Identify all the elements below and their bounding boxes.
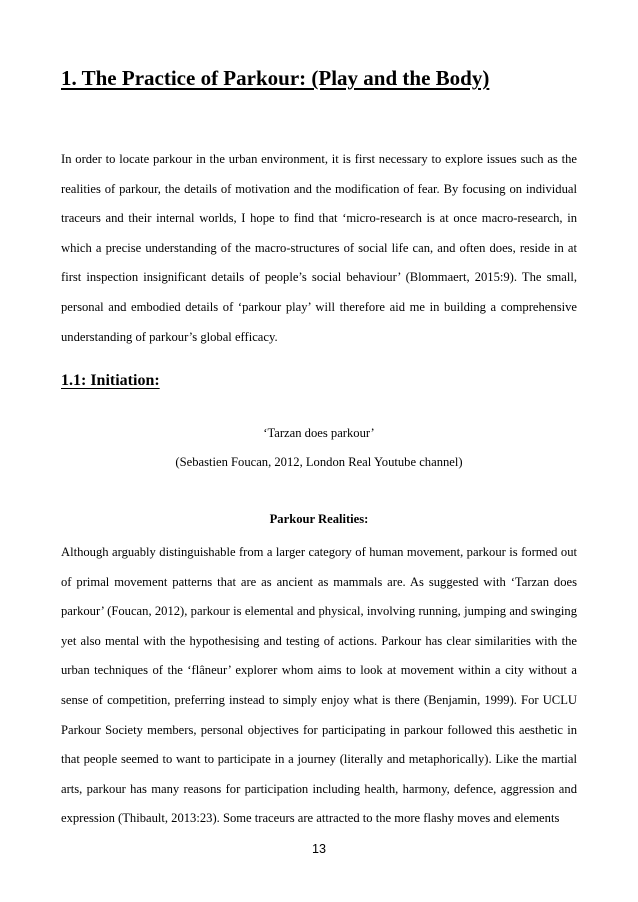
- epigraph-quote: ‘Tarzan does parkour’: [263, 426, 375, 440]
- section-heading: 1.1: Initiation:: [61, 372, 160, 389]
- body-paragraph: Although arguably distinguishable from a larger category of human movement, parkour is formed out of primal movement patterns that are as ancient as mammals are. As suggested with ‘Tarzan does parkour’ (Foucan, 2012), parkour is elemental and physical, involving running, jumping and swinging yet also mental with the hypothesising and testing of actions. Parkour has clear similarities with the urban techniques of the ‘flâneur’ explorer whom aims to look at movement within a city without a sense of competition, preferring instead to simply enjoy what is there (Benjamin, 1999). For UCLU Parkour Society members, personal objectives for participating in parkour followed this aesthetic in that people seemed to want to participate in a journey (literally and metaphorically). Like the martial arts, parkour has many reasons for participation including health, harmony, defence, aggression and expression (Thibault, 2013:23). Some traceurs are attracted to the more flashy moves and elements: [61, 545, 577, 826]
- intro-paragraph: In order to locate parkour in the urban environment, it is first necessary to explore issues such as the realities of parkour, the details of motivation and the modification of fear. By focusing on individual traceurs and their internal worlds, I hope to find that ‘micro-research is at once macro-research, in which a precise understanding of the macro-structures of social life can, and often does, reside in at first inspection insignificant details of people’s social behaviour’ (Blommaert, 2015:9). The small, personal and embodied details of ‘parkour play’ will therefore aid me in building a comprehensive understanding of parkour’s global efficacy.: [61, 152, 577, 344]
- chapter-heading: 1. The Practice of Parkour: (Play and the Body): [61, 66, 490, 90]
- page-number: 13: [311, 842, 326, 856]
- epigraph-citation: (Sebastien Foucan, 2012, London Real Youtube channel): [175, 455, 463, 469]
- subsection-heading: Parkour Realities:: [269, 512, 369, 526]
